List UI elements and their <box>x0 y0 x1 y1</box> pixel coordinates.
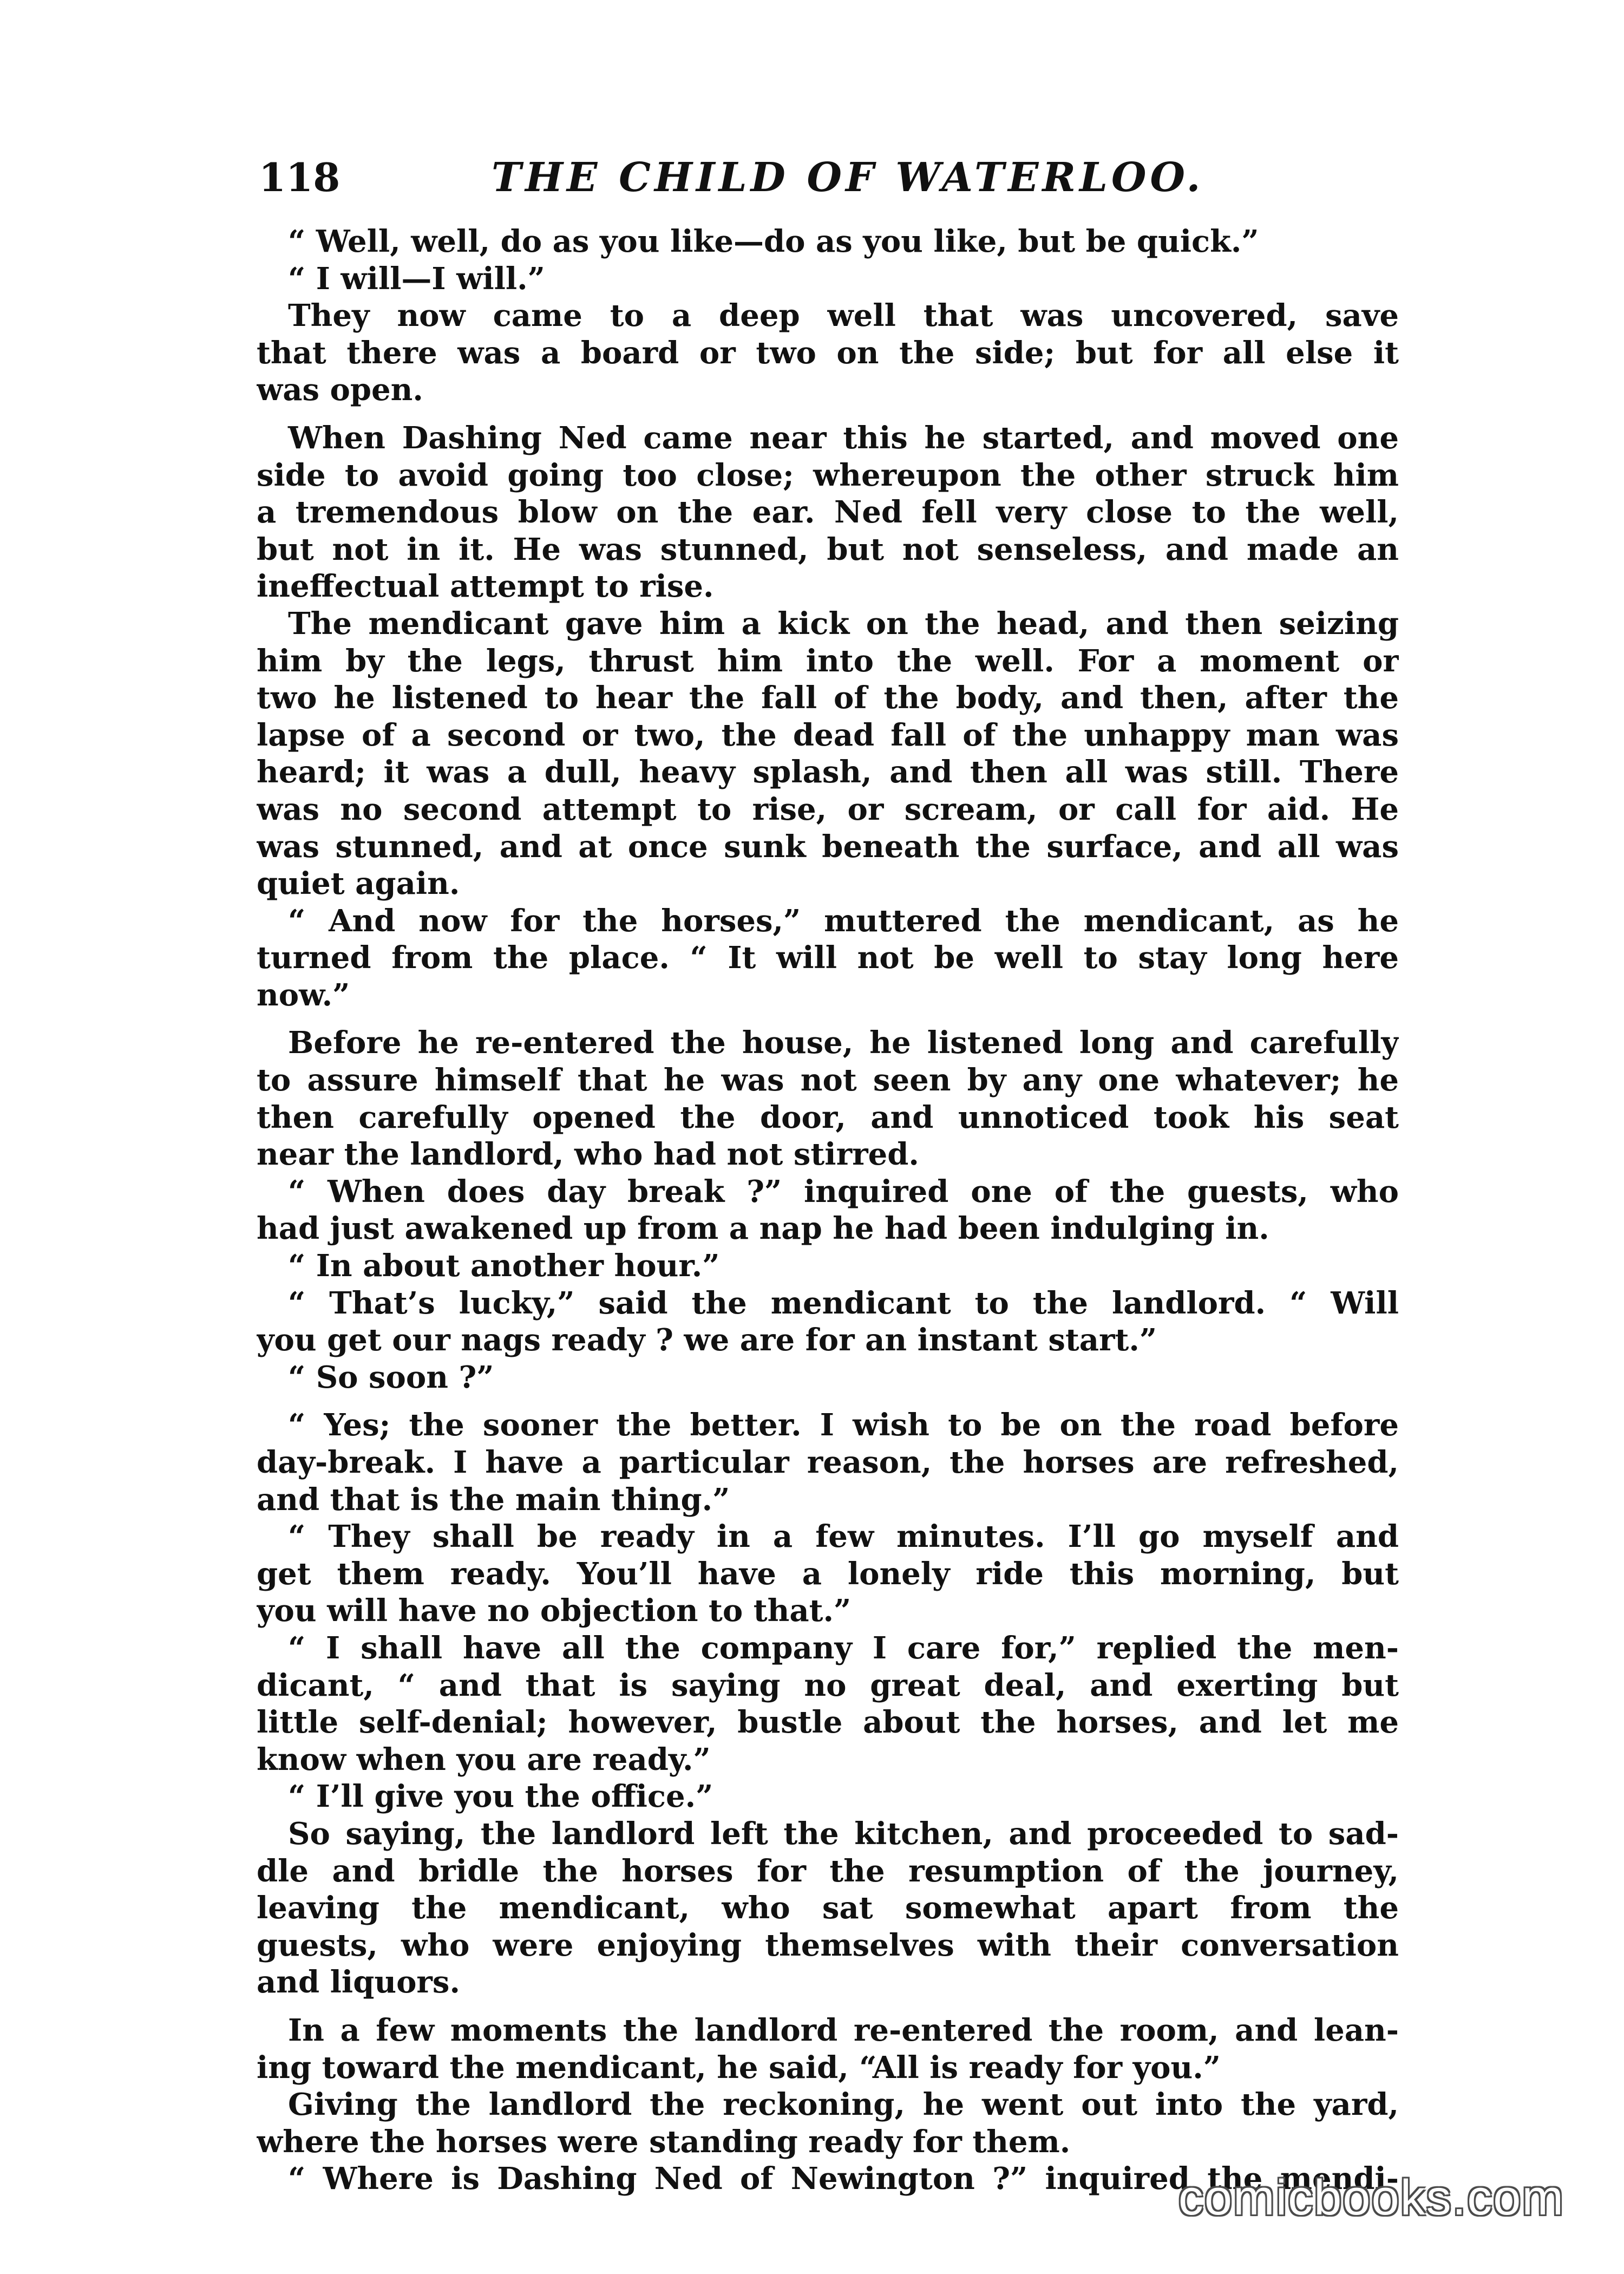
text-line: dle and bridle the horses for the resumption of the journey, <box>257 1853 1399 1889</box>
text-line: “ In about another hour.” <box>288 1248 720 1284</box>
running-title: THE CHILD OF WATERLOO. <box>492 154 1204 201</box>
text-line: “ And now for the horses,” muttered the mendicant, as he <box>288 903 1399 939</box>
text-line: heard; it was a dull, heavy splash, and then all was still. There <box>257 754 1399 790</box>
text-line: “ I will—I will.” <box>288 260 545 297</box>
paragraph-gap <box>257 409 1399 420</box>
text-line: was no second attempt to rise, or scream, or call for aid. He <box>257 791 1399 827</box>
text-line: had just awakened up from a nap he had been indulging in. <box>257 1211 1269 1247</box>
text-line: “ I shall have all the company I care for,” replied the men- <box>288 1630 1399 1666</box>
text-line: and liquors. <box>257 1964 460 2001</box>
text-line: “ They shall be ready in a few minutes. I’ll go myself and <box>288 1519 1399 1555</box>
text-line: you get our nags ready ? we are for an instant start.” <box>257 1322 1157 1358</box>
text-line: ing toward the mendicant, he said, “All is ready for you.” <box>257 2049 1221 2086</box>
body-text <box>257 223 1399 2198</box>
text-line: near the landlord, who had not stirred. <box>257 1136 919 1173</box>
text-line: “ That’s lucky,” said the mendicant to the landlord. “ Will <box>288 1285 1399 1321</box>
text-line: Before he re-entered the house, he listened long and carefully <box>288 1025 1399 1061</box>
text-line: little self-denial; however, bustle about the horses, and let me <box>257 1704 1399 1741</box>
text-line: “ So soon ?” <box>288 1359 494 1395</box>
text-line: “ Well, well, do as you like—do as you like, but be quick.” <box>288 224 1259 259</box>
text-line: When Dashing Ned came near this he started, and moved one <box>288 420 1399 456</box>
text-line: “ When does day break ?” inquired one of the guests, who <box>288 1173 1399 1210</box>
text-line: and that is the main thing.” <box>257 1481 730 1518</box>
text-line: was stunned, and at once sunk beneath the surface, and all was <box>257 828 1399 865</box>
text-line: get them ready. You’ll have a lonely ride this morning, but <box>257 1556 1399 1592</box>
text-line: lapse of a second or two, the dead fall of the unhappy man was <box>257 717 1399 753</box>
text-line: then carefully opened the door, and unnoticed took his seat <box>257 1099 1399 1135</box>
paragraph-gap <box>257 1014 1399 1024</box>
text-line: quiet again. <box>257 866 460 902</box>
watermark-logo: comicbooks.com <box>1178 2170 1564 2225</box>
text-line: They now came to a deep well that was uncovered, save <box>288 298 1399 334</box>
text-line: where the horses were standing ready for them. <box>257 2123 1071 2160</box>
paragraph-gap <box>257 2001 1399 2012</box>
text-line: you will have no objection to that.” <box>257 1593 852 1629</box>
text-line: In a few moments the landlord re-entered the room, and lean- <box>288 2012 1399 2048</box>
text-line: turned from the place. “ It will not be well to stay long here <box>257 940 1399 976</box>
text-line: know when you are ready.” <box>257 1741 711 1778</box>
text-line: to assure himself that he was not seen by any one whatever; he <box>257 1062 1399 1099</box>
paragraph-gap <box>257 1396 1399 1407</box>
text-line: him by the legs, thrust him into the well. For a moment or <box>257 643 1399 679</box>
text-line: The mendicant gave him a kick on the head, and then seizing <box>288 605 1399 642</box>
text-line: but not in it. He was stunned, but not senseless, and made an <box>257 531 1399 567</box>
text-line: So saying, the landlord left the kitchen, and proceeded to sad- <box>288 1815 1399 1852</box>
text-line: was open. <box>257 372 423 408</box>
text-line: “ Yes; the sooner the better. I wish to be on the road before <box>288 1407 1399 1443</box>
page-header <box>259 151 1401 210</box>
text-line: “ I’ll give you the office.” <box>288 1779 713 1815</box>
text-line: dicant, “ and that is saying no great deal, and exerting but <box>257 1667 1399 1703</box>
text-line: now.” <box>257 977 350 1013</box>
text-line: ineffectual attempt to rise. <box>257 568 714 605</box>
text-line: a tremendous blow on the ear. Ned fell very close to the well, <box>257 494 1399 531</box>
text-line: leaving the mendicant, who sat somewhat apart from the <box>257 1890 1399 1926</box>
text-line: guests, who were enjoying themselves with their conversation <box>257 1927 1399 1963</box>
text-line: two he listened to hear the fall of the body, and then, after the <box>257 680 1399 716</box>
text-line: Giving the landlord the reckoning, he went out into the yard, <box>288 2087 1399 2123</box>
text-line: “ Where is Dashing Ned of Newington ?” inquired the mendi- <box>288 2161 1399 2197</box>
text-line: that there was a board or two on the side; but for all else it <box>257 335 1399 371</box>
page-number: 118 <box>259 154 340 200</box>
text-line: day-break. I have a particular reason, the horses are refreshed, <box>257 1445 1399 1480</box>
text-line: side to avoid going too close; whereupon the other struck him <box>257 457 1399 493</box>
